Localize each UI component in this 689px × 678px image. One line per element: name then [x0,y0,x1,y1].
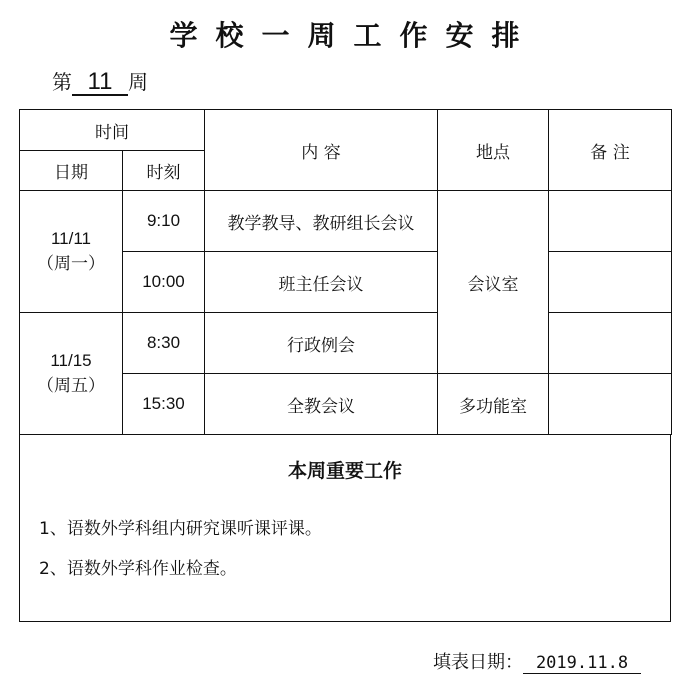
fill-date-label: 填表日期： [433,652,523,673]
content-cell: 全教会议 [205,374,438,435]
remark-cell [549,252,672,313]
content-cell: 行政例会 [205,313,438,374]
document-title: 学校一周工作安排 [169,19,538,52]
week-line [52,66,148,96]
time-cell: 15:30 [123,374,205,435]
time-cell: 9:10 [123,191,205,252]
location-cell: 会议室 [438,191,549,374]
content-cell: 班主任会议 [205,252,438,313]
day-date: 11/15 [50,351,92,370]
week-prefix: 第 [52,70,72,94]
fill-date-line [433,648,641,674]
summary-item: 1、语数外学科组内研究课听课评课。 [39,519,322,539]
header-location: 地点 [438,110,549,191]
summary-heading: 本周重要工作 [287,460,402,482]
schedule-table [19,109,672,435]
header-moment: 时刻 [123,151,205,191]
header-date: 日期 [20,151,123,191]
location-cell: 多功能室 [438,374,549,435]
summary-item: 2、语数外学科作业检查。 [39,559,237,579]
header-time: 时间 [20,110,205,151]
week-suffix: 周 [128,70,148,94]
content-cell: 教学教导、教研组长会议 [205,191,438,252]
day-weekday: （周一） [37,254,105,273]
remark-cell [549,313,672,374]
remark-cell [549,191,672,252]
remark-cell [549,374,672,435]
day-cell [20,313,123,435]
time-cell: 10:00 [123,252,205,313]
header-remarks: 备 注 [549,110,672,191]
weekly-summary [19,434,671,622]
day-date: 11/11 [50,229,92,248]
time-cell: 8:30 [123,313,205,374]
week-number: 11 [72,70,128,96]
fill-date-value: 2019.11.8 [523,653,641,674]
day-cell [20,191,123,313]
header-content: 内 容 [205,110,438,191]
day-weekday: （周五） [37,376,105,395]
